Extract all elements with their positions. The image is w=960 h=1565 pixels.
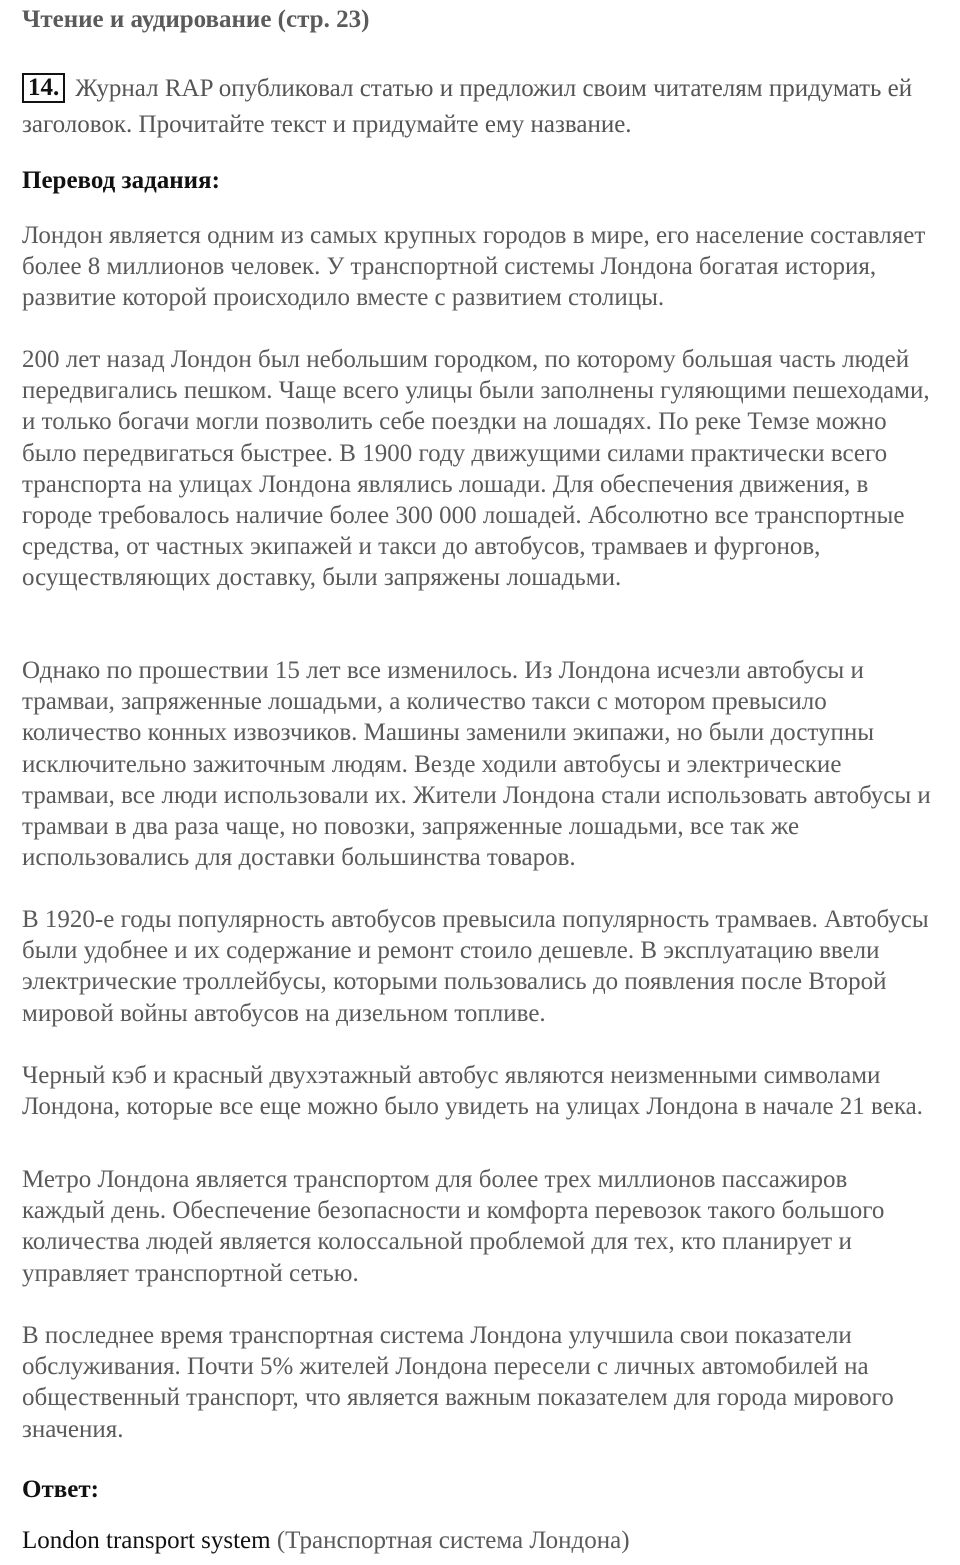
paragraph-6: Метро Лондона является транспортом для более трех миллионов пассажиров каждый день. Обеспечение безопасности и комфорта перевозок такого большого количества людей является колоссальной проблемой для тех, кто планирует и управляет транспортной сетью. xyxy=(22,1166,885,1287)
task-block xyxy=(22,71,932,143)
answer-russian: (Транспортная система Лондона) xyxy=(276,1527,630,1554)
paragraph-7: В последнее время транспортная система Лондона улучшила свои показатели обслуживания. Почти 5% жителей Лондона пересели с личных автомобилей на общественный транспорт, что является важным показателем для города мирового значения. xyxy=(22,1322,894,1443)
paragraph-4: В 1920-е годы популярность автобусов превысила популярность трамваев. Автобусы были удобнее и их содержание и ремонт стоило дешевле. В эксплуатацию ввели электрические троллейбусы, которыми пользовались до появления после Второй мировой войны автобусов на дизельном топливе. xyxy=(22,906,929,1027)
paragraph-5: Черный кэб и красный двухэтажный автобус являются неизменными символами Лондона, которые все еще можно было увидеть на улицах Лондона в начале 21 века. xyxy=(22,1062,923,1121)
paragraph-1: Лондон является одним из самых крупных городов в мире, его население составляет более 8 миллионов человек. У транспортной системы Лондона богатая история, развитие которой происходило вместе с развитием столицы. xyxy=(22,222,926,312)
answer-english: London transport system xyxy=(22,1527,271,1554)
task-text: Журнал RAP опубликовал статью и предложил своим читателям придумать ей заголовок. Прочитайте текст и придумайте ему название. xyxy=(22,75,913,138)
translation-heading: Перевод задания: xyxy=(22,167,220,194)
answer-line xyxy=(22,1527,630,1555)
section-title: Чтение и аудирование (стр. 23) xyxy=(22,6,370,33)
paragraph-3: Однако по прошествии 15 лет все изменилось. Из Лондона исчезли автобусы и трамваи, запряженные лошадьми, а количество такси с мотором превысило количество конных извозчиков. Машины заменили экипажи, но были доступны исключительно зажиточным людям. Везде ходили автобусы и электрические трамваи, все люди использовали их. Жители Лондона стали использовать автобусы и трамваи в два раза чаще, но повозки, запряженные лошадьми, все так же использовались для доставки большинства товаров. xyxy=(22,657,931,872)
task-number: 14. xyxy=(22,73,65,103)
answer-heading: Ответ: xyxy=(22,1476,99,1503)
paragraph-2: 200 лет назад Лондон был небольшим городком, по которому большая часть людей передвигались пешком. Чаще всего улицы были заполнены гуляющими пешеходами, и только богачи могли позволить себе поездки на лошадях. По реке Темзе можно было передвигаться быстрее. В 1900 году движущими силами практически всего транспорта на улицах Лондона являлись лошади. Для обеспечения движения, в городе требовалось наличие более 300 000 лошадей. Абсолютно все транспортные средства, от частных экипажей и такси до автобусов, трамваев и фургонов, осуществляющих доставку, были запряжены лошадьми. xyxy=(22,346,930,592)
